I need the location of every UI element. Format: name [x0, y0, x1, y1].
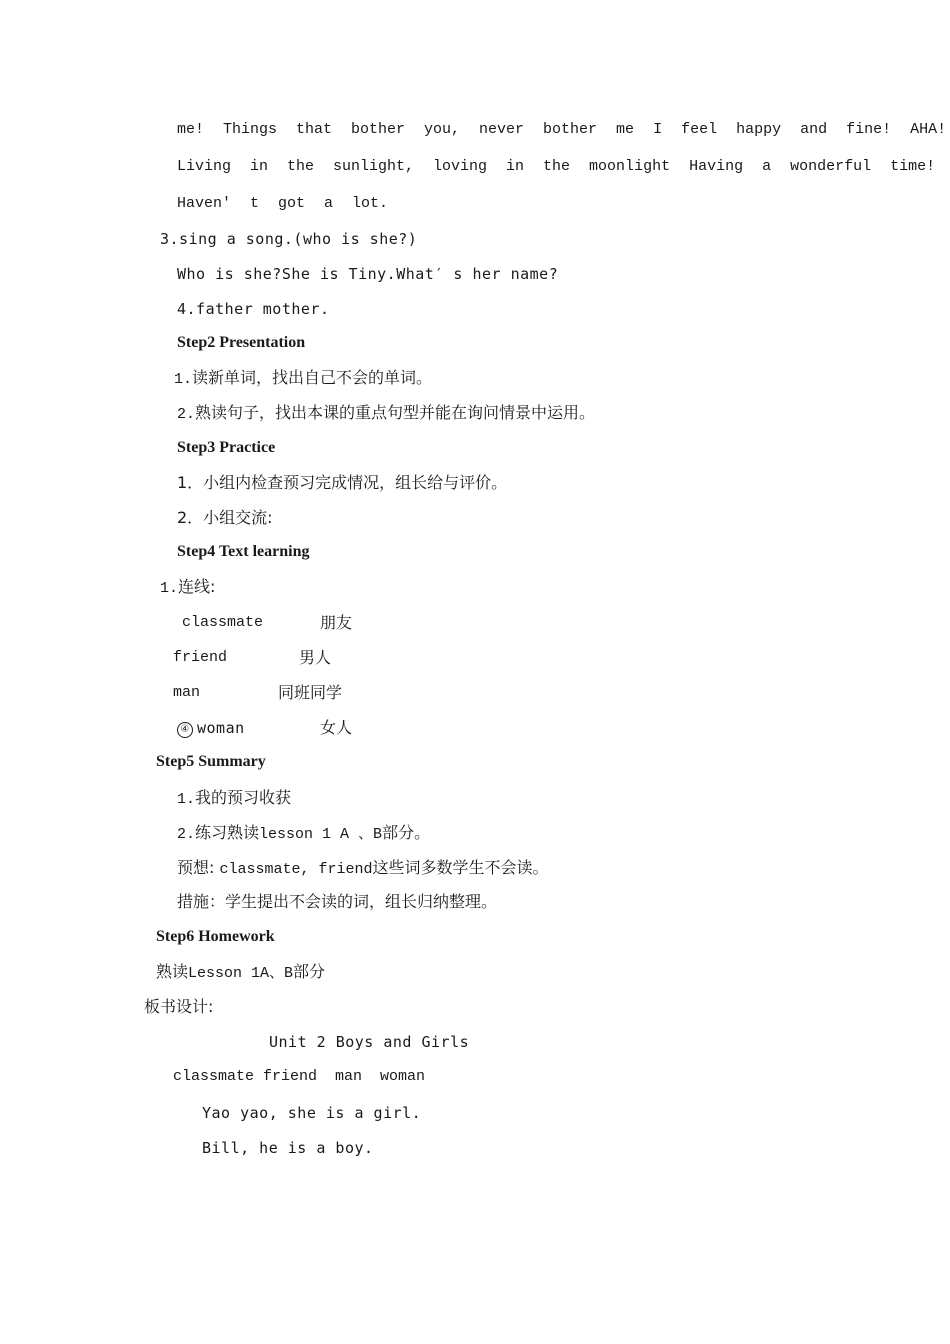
- step5-prediction-words: classmate, friend: [219, 861, 373, 878]
- step2-item-1-number: 1.: [174, 371, 193, 388]
- song-line-2: Living in the sunlight, loving in the moonlight Having a wonderful time!: [177, 158, 936, 175]
- match-zh-friend: 朋友: [320, 613, 353, 632]
- match-zh-classmate: 同班同学: [278, 683, 343, 702]
- circled-number-4-icon: ④: [177, 722, 193, 738]
- step2-item-1: [174, 368, 432, 390]
- step5-prediction: [177, 858, 549, 880]
- step5-item-2: [177, 823, 430, 845]
- warmup-item-3-text: Who is she?She is Tiny.What′ s her name?: [177, 265, 559, 283]
- step3-heading: Step3 Practice: [177, 439, 276, 456]
- board-sentence-1: Yao yao, she is a girl.: [202, 1104, 422, 1122]
- step2-item-2-number: 2.: [177, 406, 196, 423]
- match-en-man: man: [173, 684, 201, 701]
- step2-item-2: [177, 403, 595, 425]
- step6-homework-c: 部分: [293, 962, 326, 981]
- step6-heading: Step6 Homework: [156, 928, 275, 945]
- step5-measure: 措施：学生提出不会读的词，组长归纳整理。: [177, 892, 498, 911]
- step5-item-2-text-b: lesson 1 A 、B: [259, 826, 383, 843]
- board-unit-title: Unit 2 Boys and Girls: [269, 1033, 470, 1051]
- match-zh-man: 男人: [299, 648, 332, 667]
- match-en-classmate: classmate: [182, 614, 264, 631]
- song-line-3: Haven′ t got a lot.: [177, 195, 389, 212]
- board-heading: 板书设计:: [144, 997, 214, 1016]
- step5-item-1-text: 我的预习收获: [195, 788, 292, 807]
- song-line-1: me! Things that bother you, never bother me I feel happy and fine! AHA!: [177, 121, 947, 138]
- step4-item-1: [160, 577, 215, 599]
- step5-item-1: [177, 788, 291, 810]
- step5-prediction-label: 预想:: [177, 858, 215, 877]
- warmup-item-4: 4.father mother.: [177, 300, 330, 318]
- step2-item-1-text: 读新单词，找出自己不会的单词。: [192, 368, 433, 387]
- board-sentence-2: Bill, he is a boy.: [202, 1139, 374, 1157]
- step5-prediction-text: 这些词多数学生不会读。: [372, 858, 549, 877]
- step6-homework-a: 熟读: [156, 962, 189, 981]
- step3-item-1: 1．小组内检查预习完成情况，组长给与评价。: [177, 473, 508, 492]
- step5-item-2-text-c: 部分。: [382, 823, 431, 842]
- board-words: classmate friend man woman: [173, 1068, 426, 1085]
- step5-item-2-text-a: 练习熟读: [195, 823, 260, 842]
- step2-heading: Step2 Presentation: [177, 334, 306, 351]
- step6-homework-b: Lesson 1A、B: [188, 965, 294, 982]
- warmup-item-3: 3.sing a song.(who is she?): [160, 230, 418, 248]
- step4-item-1-text: 连线:: [178, 577, 216, 596]
- match-row-woman: [177, 718, 245, 738]
- step4-heading: Step4 Text learning: [177, 543, 310, 560]
- match-en-woman: woman: [197, 719, 245, 737]
- step5-heading: Step5 Summary: [156, 753, 266, 770]
- step5-item-2-number: 2.: [177, 826, 196, 843]
- step4-item-1-number: 1.: [160, 580, 179, 597]
- step6-homework: [156, 962, 325, 984]
- step3-item-2: 2．小组交流:: [177, 508, 273, 527]
- match-en-friend: friend: [173, 649, 228, 666]
- step2-item-2-text: 熟读句子，找出本课的重点句型并能在询问情景中运用。: [195, 403, 596, 422]
- match-zh-woman: 女人: [320, 718, 353, 737]
- step5-item-1-number: 1.: [177, 791, 196, 808]
